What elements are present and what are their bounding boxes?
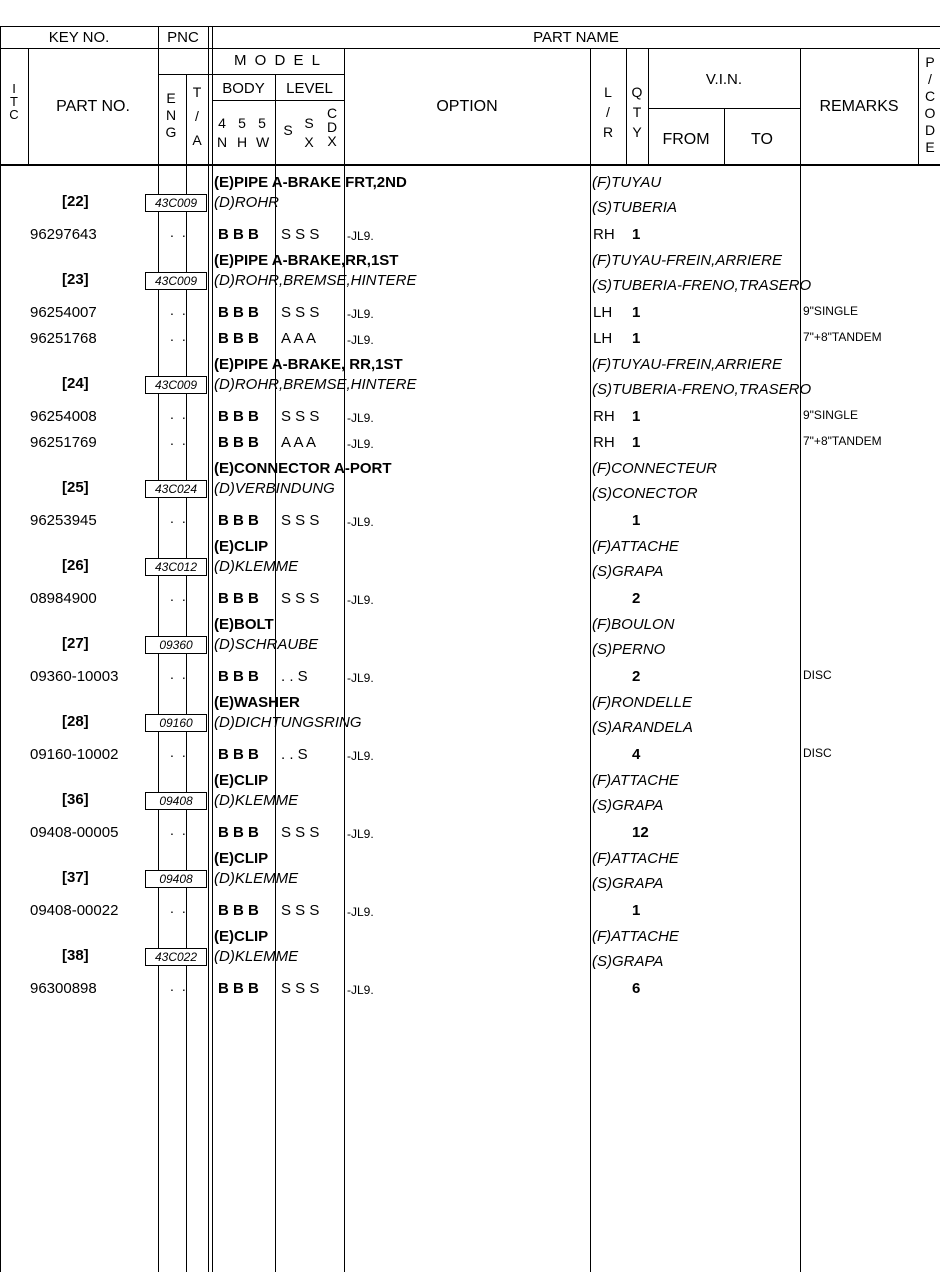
part-number: 96251768 bbox=[30, 330, 97, 347]
lr-code: RH bbox=[593, 226, 615, 243]
part-number: 09160-10002 bbox=[30, 746, 119, 763]
pnc-code-box: 43C009 bbox=[145, 376, 207, 394]
part-number: 09360-10003 bbox=[30, 668, 119, 685]
part-name-english: (E)CLIP bbox=[214, 850, 269, 867]
part-name-english: (E)CLIP bbox=[214, 928, 269, 945]
body-codes: B B B bbox=[218, 512, 259, 529]
remarks: 7"+8"TANDEM bbox=[803, 330, 882, 344]
part-name-german: (D)KLEMME bbox=[214, 558, 299, 575]
remarks: DISC bbox=[803, 746, 832, 760]
part-name-english: (E)CLIP bbox=[214, 772, 269, 789]
col-line-model-start bbox=[212, 26, 213, 1272]
part-name-spanish: (S)PERNO bbox=[592, 641, 666, 658]
header-rule-2 bbox=[0, 48, 940, 49]
key-number: [26] bbox=[62, 557, 89, 574]
part-name-german: (D)KLEMME bbox=[214, 948, 299, 965]
quantity: 1 bbox=[632, 408, 641, 425]
part-name-english: (E)CONNECTOR A-PORT bbox=[214, 460, 392, 477]
pnc-code-box: 43C022 bbox=[145, 948, 207, 966]
quantity: 1 bbox=[632, 330, 641, 347]
eng-ta-dots: .. bbox=[170, 978, 194, 994]
part-name-german: (D)KLEMME bbox=[214, 870, 299, 887]
body-codes: B B B bbox=[218, 824, 259, 841]
option-code: -JL9. bbox=[347, 827, 374, 841]
level-codes: . . S bbox=[281, 746, 308, 763]
body-codes: B B B bbox=[218, 902, 259, 919]
option-code: -JL9. bbox=[347, 983, 374, 997]
body-level-rule bbox=[212, 100, 344, 101]
part-name-french: (F)TUYAU-FREIN,ARRIERE bbox=[592, 356, 783, 373]
eng-ta-dots: .. bbox=[170, 510, 194, 526]
lr-heading: L / R bbox=[602, 84, 614, 140]
eng-heading: E N G bbox=[165, 90, 177, 140]
option-code: -JL9. bbox=[347, 671, 374, 685]
part-number: 96254008 bbox=[30, 408, 97, 425]
eng-ta-dots: .. bbox=[170, 432, 194, 448]
option-code: -JL9. bbox=[347, 333, 374, 347]
part-name-spanish: (S)GRAPA bbox=[592, 875, 664, 892]
remarks-heading: REMARKS bbox=[819, 98, 899, 115]
part-name-english: (E)CLIP bbox=[214, 538, 269, 555]
part-number: 96253945 bbox=[30, 512, 97, 529]
key-number: [27] bbox=[62, 635, 89, 652]
col-line-remarks bbox=[918, 48, 919, 164]
part-name-german: (D)DICHTUNGSRING bbox=[214, 714, 362, 731]
part-name-german: (D)ROHR bbox=[214, 194, 279, 211]
quantity: 1 bbox=[632, 226, 641, 243]
option-code: -JL9. bbox=[347, 749, 374, 763]
key-number: [23] bbox=[62, 271, 89, 288]
pnc-code-box: 43C009 bbox=[145, 194, 207, 212]
body-codes: B B B bbox=[218, 980, 259, 997]
col-line-level bbox=[344, 48, 345, 1272]
body-5w: 5 W bbox=[256, 115, 270, 150]
qty-heading: Q T Y bbox=[631, 84, 643, 140]
lr-code: LH bbox=[593, 330, 613, 347]
pnc-code-box: 09408 bbox=[145, 792, 207, 810]
eng-ta-dots: .. bbox=[170, 302, 194, 318]
quantity: 2 bbox=[632, 590, 641, 607]
body-codes: B B B bbox=[218, 304, 259, 321]
level-heading: LEVEL bbox=[286, 80, 333, 97]
part-name-german: (D)KLEMME bbox=[214, 792, 299, 809]
part-name-english: (E)PIPE A-BRAKE,RR,1ST bbox=[214, 252, 399, 269]
option-code: -JL9. bbox=[347, 411, 374, 425]
col-line-ta bbox=[208, 26, 209, 1272]
option-code: -JL9. bbox=[347, 515, 374, 529]
remarks: DISC bbox=[803, 668, 832, 682]
body-codes: B B B bbox=[218, 668, 259, 685]
part-name-french: (F)BOULON bbox=[592, 616, 675, 633]
lr-code: RH bbox=[593, 408, 615, 425]
part-name-french: (F)ATTACHE bbox=[592, 772, 679, 789]
vin-to-heading: TO bbox=[751, 131, 773, 148]
level-codes: S S S bbox=[281, 590, 320, 607]
part-name-spanish: (S)GRAPA bbox=[592, 563, 664, 580]
level-codes: S S S bbox=[281, 226, 320, 243]
quantity: 4 bbox=[632, 746, 641, 763]
model-heading: M O D E L bbox=[233, 52, 322, 69]
part-name-spanish: (S)GRAPA bbox=[592, 953, 664, 970]
pnc-code-box: 09360 bbox=[145, 636, 207, 654]
col-line-lr bbox=[626, 48, 627, 164]
part-name-french: (F)RONDELLE bbox=[592, 694, 693, 711]
level-codes: S S S bbox=[281, 304, 320, 321]
part-name-heading: PART NAME bbox=[533, 29, 619, 46]
part-number: 09408-00005 bbox=[30, 824, 119, 841]
body-4n: 4 N bbox=[216, 115, 228, 150]
key-number: [22] bbox=[62, 193, 89, 210]
body-5h: 5 H bbox=[236, 115, 248, 150]
quantity: 2 bbox=[632, 668, 641, 685]
level-codes: A A A bbox=[281, 434, 317, 451]
pnc-code-box: 43C012 bbox=[145, 558, 207, 576]
part-name-english: (E)PIPE A-BRAKE, RR,1ST bbox=[214, 356, 403, 373]
option-code: -JL9. bbox=[347, 229, 374, 243]
level-s: S bbox=[283, 122, 293, 138]
body-codes: B B B bbox=[218, 590, 259, 607]
part-name-german: (D)SCHRAUBE bbox=[214, 636, 319, 653]
body-codes: B B B bbox=[218, 330, 259, 347]
vin-from-heading: FROM bbox=[662, 131, 710, 148]
quantity: 6 bbox=[632, 980, 641, 997]
eng-ta-dots: .. bbox=[170, 666, 194, 682]
eng-ta-dots: .. bbox=[170, 744, 194, 760]
key-no-heading: KEY NO. bbox=[48, 29, 110, 46]
part-name-spanish: (S)ARANDELA bbox=[592, 719, 693, 736]
part-number: 96297643 bbox=[30, 226, 97, 243]
key-number: [37] bbox=[62, 869, 89, 886]
body-codes: B B B bbox=[218, 408, 259, 425]
part-number: 96300898 bbox=[30, 980, 97, 997]
quantity: 1 bbox=[632, 902, 641, 919]
pcode-heading: P / C O D E bbox=[924, 54, 936, 155]
part-name-english: (E)BOLT bbox=[214, 616, 274, 633]
level-codes: S S S bbox=[281, 980, 320, 997]
col-line-vin bbox=[800, 48, 801, 1272]
pnc-heading: PNC bbox=[167, 29, 199, 46]
part-name-spanish: (S)GRAPA bbox=[592, 797, 664, 814]
eng-ta-dots: .. bbox=[170, 406, 194, 422]
level-codes: S S S bbox=[281, 824, 320, 841]
col-line-option bbox=[590, 48, 591, 1272]
part-number: 96254007 bbox=[30, 304, 97, 321]
key-number: [28] bbox=[62, 713, 89, 730]
lr-code: LH bbox=[593, 304, 613, 321]
col-line-left bbox=[0, 26, 1, 1272]
eng-ta-dots: .. bbox=[170, 822, 194, 838]
part-name-spanish: (S)TUBERIA bbox=[592, 199, 678, 216]
part-name-german: (D)VERBINDUNG bbox=[214, 480, 335, 497]
key-number: [24] bbox=[62, 375, 89, 392]
part-name-french: (F)TUYAU bbox=[592, 174, 662, 191]
itc-heading: I T C bbox=[9, 81, 19, 122]
eng-ta-dots: .. bbox=[170, 588, 194, 604]
pnc-code-box: 43C009 bbox=[145, 272, 207, 290]
ta-heading: T / A bbox=[192, 84, 202, 148]
part-name-german: (D)ROHR,BREMSE,HINTERE bbox=[214, 376, 417, 393]
level-codes: S S S bbox=[281, 512, 320, 529]
pnc-code-box: 09408 bbox=[145, 870, 207, 888]
part-name-french: (F)ATTACHE bbox=[592, 928, 679, 945]
remarks: 7"+8"TANDEM bbox=[803, 434, 882, 448]
level-codes: . . S bbox=[281, 668, 308, 685]
header-top-rule bbox=[0, 26, 940, 27]
key-number: [25] bbox=[62, 479, 89, 496]
quantity: 1 bbox=[632, 434, 641, 451]
vin-heading: V.I.N. bbox=[705, 71, 743, 88]
lr-code: RH bbox=[593, 434, 615, 451]
quantity: 1 bbox=[632, 304, 641, 321]
key-number: [38] bbox=[62, 947, 89, 964]
option-code: -JL9. bbox=[347, 307, 374, 321]
part-name-german: (D)ROHR,BREMSE,HINTERE bbox=[214, 272, 417, 289]
body-heading: BODY bbox=[222, 80, 265, 97]
body-codes: B B B bbox=[218, 434, 259, 451]
eng-ta-dots: .. bbox=[170, 900, 194, 916]
level-codes: S S S bbox=[281, 408, 320, 425]
part-name-french: (F)TUYAU-FREIN,ARRIERE bbox=[592, 252, 783, 269]
level-codes: S S S bbox=[281, 902, 320, 919]
remarks: 9"SINGLE bbox=[803, 304, 858, 318]
part-name-english: (E)PIPE A-BRAKE FRT,2ND bbox=[214, 174, 407, 191]
part-number: 96251769 bbox=[30, 434, 97, 451]
part-name-french: (F)ATTACHE bbox=[592, 850, 679, 867]
part-name-spanish: (S)CONECTOR bbox=[592, 485, 698, 502]
eng-ta-dots: .. bbox=[170, 224, 194, 240]
level-cdx: C D X bbox=[326, 105, 338, 149]
body-codes: B B B bbox=[218, 746, 259, 763]
level-sx: S X bbox=[304, 115, 314, 150]
part-number: 09408-00022 bbox=[30, 902, 119, 919]
header-bottom-rule bbox=[0, 164, 940, 166]
level-codes: A A A bbox=[281, 330, 317, 347]
pnc-code-box: 43C024 bbox=[145, 480, 207, 498]
option-heading: OPTION bbox=[436, 98, 498, 115]
remarks: 9"SINGLE bbox=[803, 408, 858, 422]
part-name-french: (F)ATTACHE bbox=[592, 538, 679, 555]
option-code: -JL9. bbox=[347, 593, 374, 607]
part-name-french: (F)CONNECTEUR bbox=[592, 460, 717, 477]
key-number: [36] bbox=[62, 791, 89, 808]
body-codes: B B B bbox=[218, 226, 259, 243]
option-code: -JL9. bbox=[347, 437, 374, 451]
pnc-code-box: 09160 bbox=[145, 714, 207, 732]
part-name-spanish: (S)TUBERIA-FRENO,TRASERO bbox=[592, 277, 812, 294]
quantity: 12 bbox=[632, 824, 649, 841]
eng-ta-dots: .. bbox=[170, 328, 194, 344]
part-no-heading: PART NO. bbox=[56, 98, 130, 115]
part-name-spanish: (S)TUBERIA-FRENO,TRASERO bbox=[592, 381, 812, 398]
quantity: 1 bbox=[632, 512, 641, 529]
part-name-english: (E)WASHER bbox=[214, 694, 300, 711]
part-number: 08984900 bbox=[30, 590, 97, 607]
option-code: -JL9. bbox=[347, 905, 374, 919]
